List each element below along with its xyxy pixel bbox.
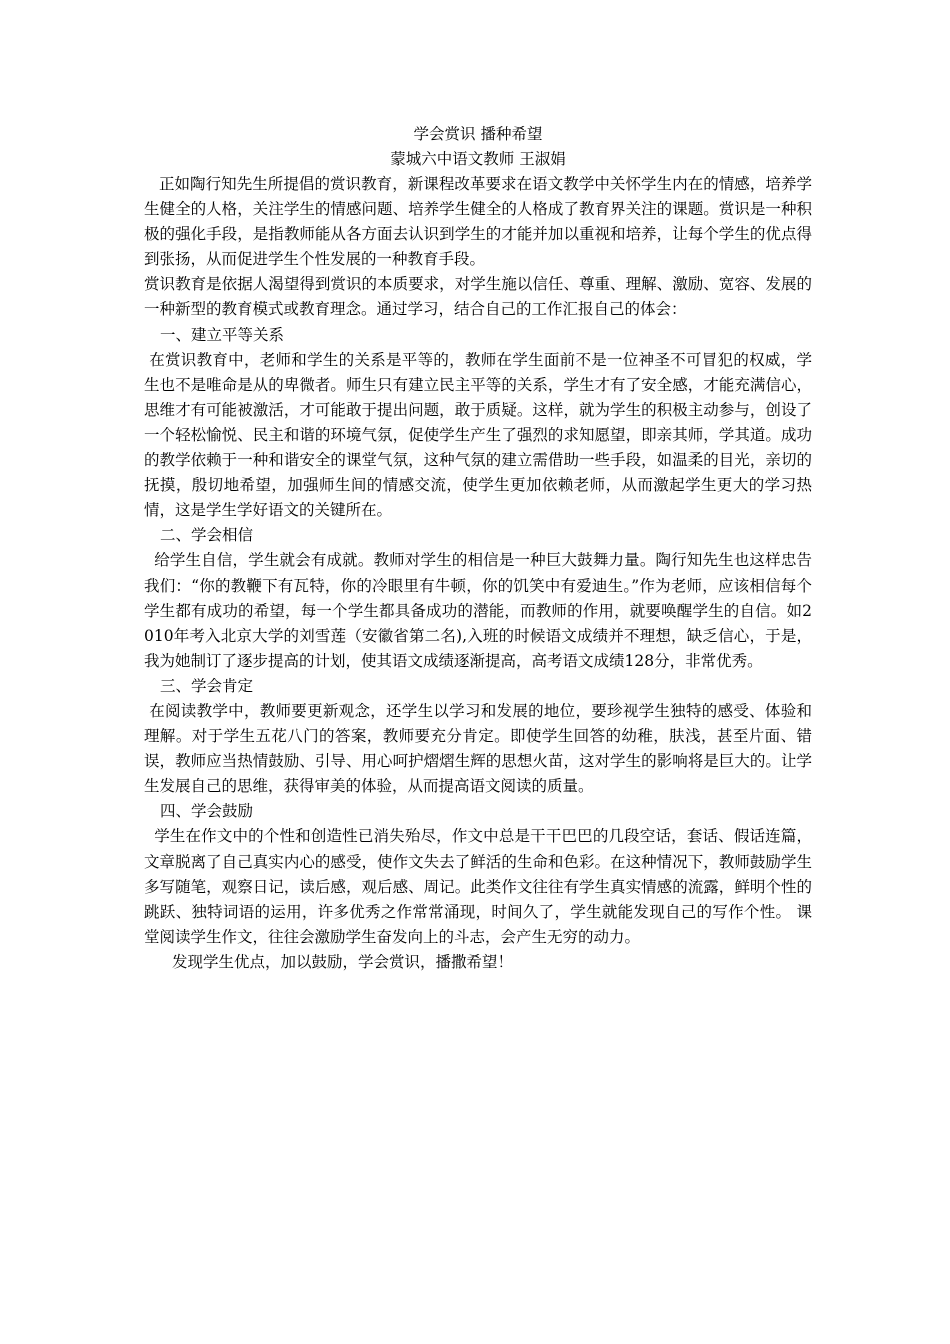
document-author: 蒙城六中语文教师 王淑娟 [390,150,566,168]
section-body-1: 在赏识教育中，老师和学生的关系是平等的，教师在学生面前不是一位神圣不可冒犯的权威，学生也不是唯命是从的卑微者。师生只有建立民主平等的关系，学生才有了安全感，才能充满信心，思维才有可能被激活，才可能敢于提出问题，敢于质疑。这样，就为学生的积极主动参与，创设了一个轻松愉悦、民主和谐的环境气氛，促使学生产生了强烈的求知愿望，即亲其师，学其道。成功的教学依赖于一种和谐安全的课堂气氛，这种气氛的建立需借助一些手段，如温柔的目光，亲切的抚摸，殷切地希望，加强师生间的情感交流，使学生更加依赖老师，从而激起学生更大的学习热情，这是学生学好语文的关键所在。 [144,350,812,520]
intro-paragraph-1: 正如陶行知先生所提倡的赏识教育，新课程改革要求在语文教学中关怀学生内在的情感，培养学生健全的人格，关注学生的情感问题、培养学生健全的人格成了教育界关注的课题。赏识是一种积极的强化手段，是指教师能从各方面去认识到学生的才能并加以重视和培养，让每个学生的优点得到张扬，从而促进学生个性发展的一种教育手段。 [144,175,812,269]
section-body-3: 在阅读教学中，教师要更新观念，还学生以学习和发展的地位，要珍视学生独特的感受、体验和理解。对于学生五花八门的答案，教师要充分肯定。即使学生回答的幼稚，肤浅，甚至片面、错误，教师应当热情鼓励、引导、用心呵护熠熠生辉的思想火苗，这对学生的影响将是巨大的。让学生发展自己的思维，获得审美的体验，从而提高语文阅读的质量。 [144,701,812,796]
document-title: 学会赏识 播种希望 [413,125,543,143]
section-heading-3: 三、学会肯定 [160,676,254,695]
section-heading-4: 四、学会鼓励 [160,802,254,821]
closing-line: 发现学生优点，加以鼓励，学会赏识，播撒希望！ [172,952,514,971]
section-body-2: 给学生自信，学生就会有成就。教师对学生的相信是一种巨大鼓舞力量。陶行知先生也这样忠告我们：“你的教鞭下有瓦特，你的冷眼里有牛顿，你的饥笑中有爱迪生。”作为老师，应该相信每个学生都有成功的希望，每一个学生都具备成功的潜能，而教师的作用，就要唤醒学生的自信。如2010年考入北京大学的刘雪莲（安徽省第二名),入班的时候语文成绩并不理想，缺乏信心，于是，我为她制订了逐步提高的计划，使其语文成绩逐渐提高，高考语文成绩128分，非常优秀。 [144,551,812,670]
section-heading-2: 二、学会相信 [160,526,254,545]
section-heading-1: 一、建立平等关系 [160,325,285,344]
document-page [144,118,812,975]
intro-paragraph-2: 赏识教育是依据人渴望得到赏识的本质要求，对学生施以信任、尊重、理解、激励、宽容、发展的一种新型的教育模式或教育理念。通过学习，结合自己的工作汇报自己的体会： [144,275,812,319]
section-body-4: 学生在作文中的个性和创造性已消失殆尽，作文中总是干干巴巴的几段空话，套话、假话连篇，文章脱离了自己真实内心的感受，使作文失去了鲜活的生命和色彩。在这种情况下，教师鼓励学生多写随笔，观察日记，读后感，观后感、周记。此类作文往往有学生真实情感的流露，鲜明个性的跳跃、独特词语的运用，许多优秀之作常常涌现，时间久了，学生就能发现自己的写作个性。 课堂阅读学生作文，往往会激励学生奋发向上的斗志，会产生无穷的动力。 [144,827,812,946]
